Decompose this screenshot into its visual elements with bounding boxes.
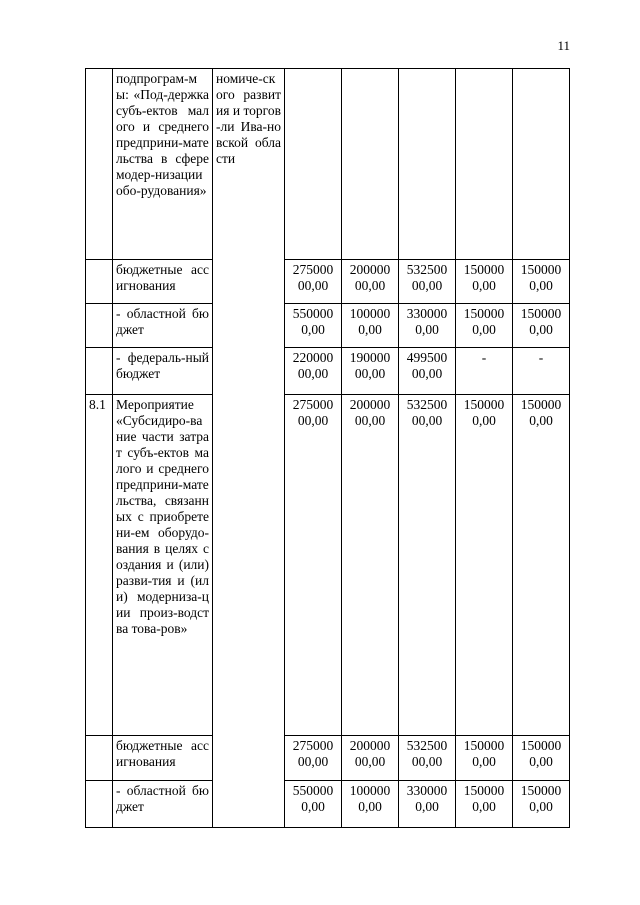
- value-cell: 150000 0,00: [513, 304, 570, 348]
- value-cell: [285, 69, 342, 260]
- table-row: [86, 395, 570, 736]
- row-name: - областной бюджет: [113, 304, 213, 348]
- value-cell: 275000 00,00: [285, 260, 342, 304]
- value-cell: 150000 0,00: [513, 781, 570, 828]
- budget-table: [85, 68, 570, 828]
- row-index: [86, 781, 113, 828]
- value-cell: 200000 00,00: [342, 736, 399, 781]
- value-cell: 150000 0,00: [456, 781, 513, 828]
- row-index: [86, 304, 113, 348]
- value-cell: 330000 0,00: [399, 304, 456, 348]
- value-cell: 532500 00,00: [399, 395, 456, 736]
- value-cell: 100000 0,00: [342, 781, 399, 828]
- value-cell: 150000 0,00: [456, 304, 513, 348]
- table-row: [86, 304, 570, 348]
- value-cell: 200000 00,00: [342, 260, 399, 304]
- table-row: [86, 348, 570, 395]
- value-cell: 499500 00,00: [399, 348, 456, 395]
- row-name: подпрограм-мы: «Под-держка субъ-ектов малого и среднего предприни-мательства в сфере модер-низации обо-рудования»: [113, 69, 213, 260]
- value-cell: 150000 0,00: [456, 395, 513, 736]
- value-cell: 220000 00,00: [285, 348, 342, 395]
- row-index: 8.1: [86, 395, 113, 736]
- value-cell: 150000 0,00: [513, 736, 570, 781]
- value-cell: 275000 00,00: [285, 395, 342, 736]
- row-name: Мероприятие «Субсидиро-вание части затрат субъ-ектов малого и среднего предприни-мательства, связанных с приобретени-ем оборудо-вания в целях создания и (или) разви-тия и (или) модерниза-ции произ-водства това-ров»: [113, 395, 213, 736]
- value-cell: 532500 00,00: [399, 260, 456, 304]
- row-index: [86, 736, 113, 781]
- page-number: 11: [557, 38, 570, 53]
- row-name: бюджетные ассигнования: [113, 736, 213, 781]
- value-cell: -: [456, 348, 513, 395]
- value-cell: [399, 69, 456, 260]
- value-cell: [342, 69, 399, 260]
- table-row: [86, 260, 570, 304]
- executor-cell: номиче-ского развития и торгов-ли Ива-новской области: [213, 69, 285, 828]
- value-cell: 550000 0,00: [285, 304, 342, 348]
- row-index: [86, 260, 113, 304]
- value-cell: 150000 0,00: [513, 395, 570, 736]
- value-cell: 275000 00,00: [285, 736, 342, 781]
- row-name: бюджетные ассигнования: [113, 260, 213, 304]
- row-name: - областной бюджет: [113, 781, 213, 828]
- table-row: [86, 781, 570, 828]
- value-cell: 150000 0,00: [456, 260, 513, 304]
- value-cell: 150000 0,00: [456, 736, 513, 781]
- value-cell: 330000 0,00: [399, 781, 456, 828]
- value-cell: -: [513, 348, 570, 395]
- row-index: [86, 69, 113, 260]
- value-cell: 200000 00,00: [342, 395, 399, 736]
- table-row: [86, 69, 570, 260]
- value-cell: 190000 00,00: [342, 348, 399, 395]
- value-cell: 150000 0,00: [513, 260, 570, 304]
- value-cell: 100000 0,00: [342, 304, 399, 348]
- table-row: [86, 736, 570, 781]
- value-cell: 550000 0,00: [285, 781, 342, 828]
- value-cell: [456, 69, 513, 260]
- value-cell: [513, 69, 570, 260]
- row-index: [86, 348, 113, 395]
- row-name: - федераль-ный бюджет: [113, 348, 213, 395]
- value-cell: 532500 00,00: [399, 736, 456, 781]
